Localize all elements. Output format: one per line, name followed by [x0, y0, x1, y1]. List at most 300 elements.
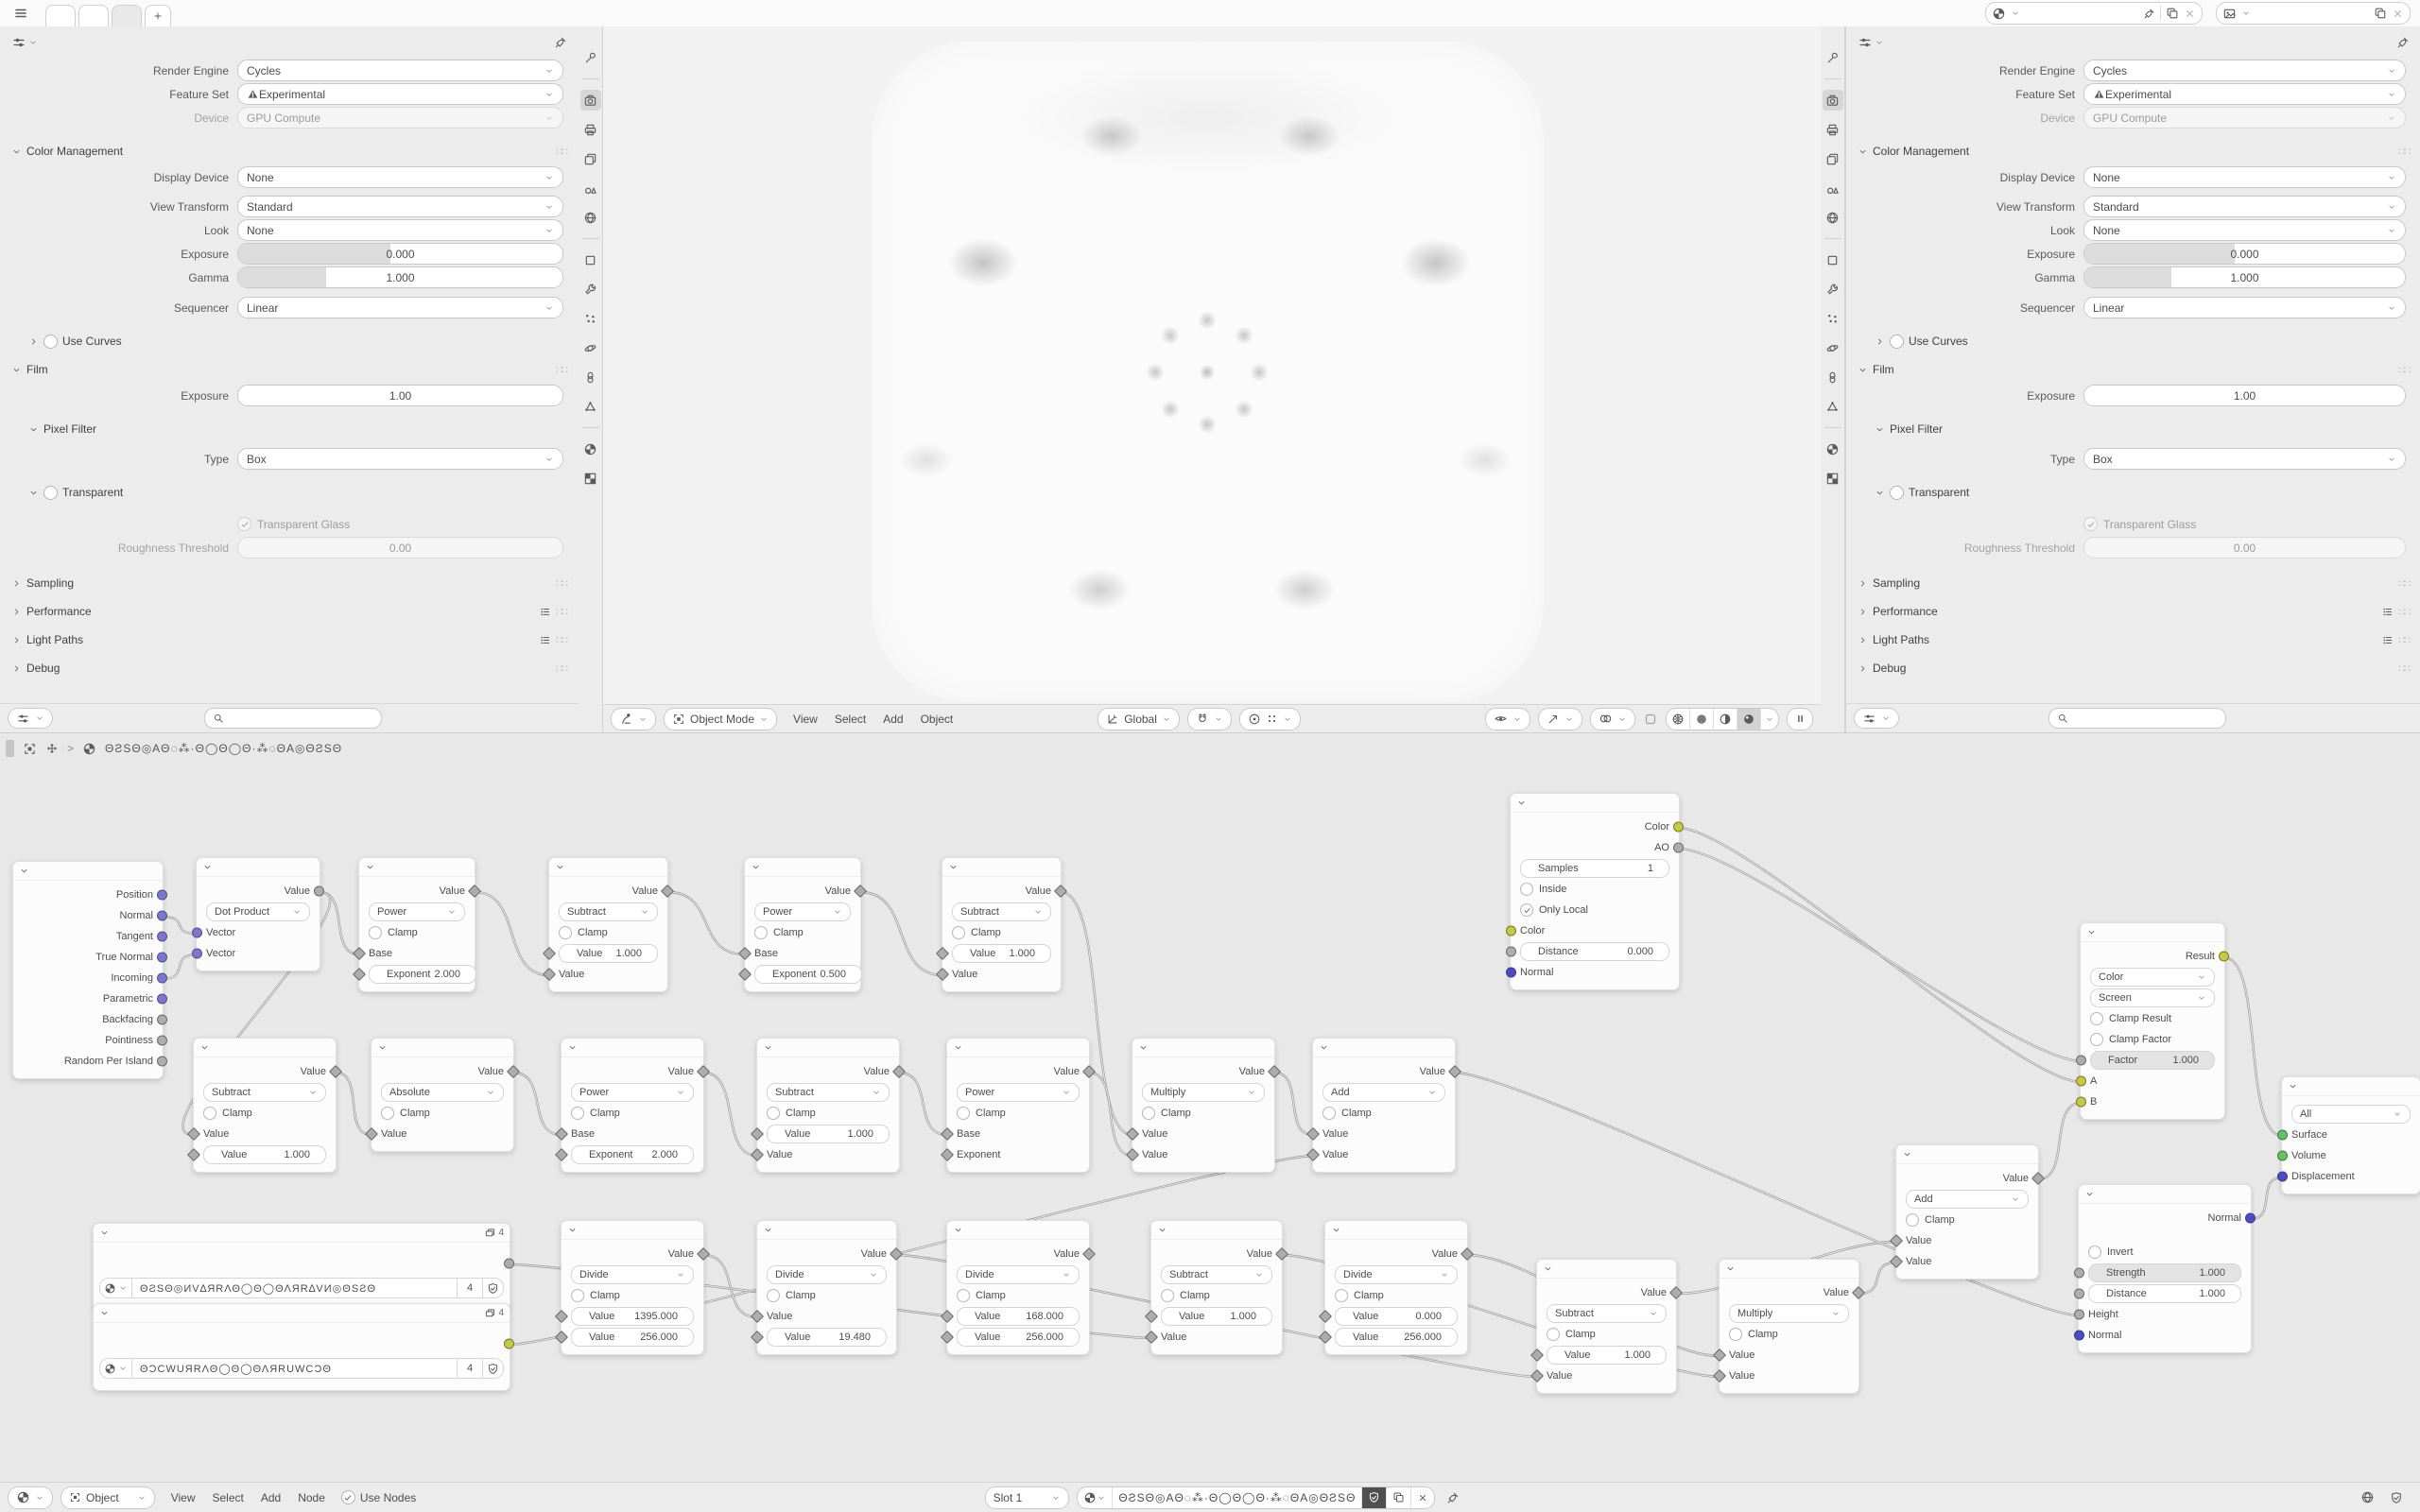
copy-datablock-button[interactable]: [1387, 1487, 1411, 1508]
output-socket-value[interactable]: [697, 1247, 710, 1261]
section-checkbox[interactable]: [1890, 335, 1904, 349]
snap-dropdown[interactable]: [1187, 708, 1232, 730]
input-socket-value[interactable]: [1890, 1255, 1903, 1268]
input-socket-vector[interactable]: [192, 949, 202, 959]
editor-type-button[interactable]: [8, 708, 53, 729]
input-socket-value[interactable]: [941, 1331, 954, 1344]
pause-render-button[interactable]: [1787, 708, 1813, 730]
node-dropdown[interactable]: Power: [369, 902, 465, 921]
search-input[interactable]: [2048, 708, 2226, 729]
checkbox-transparent-glass[interactable]: Transparent Glass: [237, 517, 350, 531]
output-socket-value[interactable]: [661, 885, 674, 898]
toggle-section-use-curves[interactable]: Use Curves: [1846, 327, 2420, 355]
node-dropdown[interactable]: Subtract: [1161, 1265, 1272, 1284]
node-math-subtract[interactable]: Value Subtract Clamp Value 1.000 Value: [756, 1038, 900, 1173]
globe-icon[interactable]: [2360, 1490, 2375, 1504]
section-checkbox[interactable]: [43, 486, 58, 500]
dropdown-feature-set[interactable]: Experimental: [237, 83, 563, 105]
fake-user-shield-button[interactable]: [1362, 1487, 1387, 1508]
node-number-field-strength[interactable]: Strength 1.000: [2088, 1263, 2241, 1282]
node-dropdown[interactable]: Power: [957, 1083, 1080, 1102]
dropdown-feature-set[interactable]: Experimental: [2083, 83, 2406, 105]
node-dropdown[interactable]: Screen: [2090, 988, 2215, 1007]
output-socket-value[interactable]: [1268, 1065, 1281, 1078]
dropdown-view-transform[interactable]: Standard: [237, 196, 563, 217]
node-number-field-value[interactable]: Value 1.000: [767, 1125, 890, 1143]
shading-wireframe[interactable]: [1667, 709, 1690, 730]
input-socket-value[interactable]: [1126, 1127, 1139, 1141]
node-checkbox-clamp-result[interactable]: Clamp Result: [2081, 1008, 2224, 1029]
node-math-divide[interactable]: Value Divide Clamp Value 168.000 Value 256.000: [946, 1220, 1090, 1355]
scrollbar-stub[interactable]: [6, 740, 14, 757]
properties-tab-object[interactable]: [1823, 249, 1843, 270]
input-socket-displacement[interactable]: [2277, 1172, 2288, 1182]
input-socket-color[interactable]: [1506, 926, 1516, 936]
node-dropdown[interactable]: Multiply: [1142, 1083, 1265, 1102]
output-socket-value[interactable]: [1669, 1286, 1683, 1299]
node-checkbox-clamp[interactable]: Clamp: [947, 1285, 1089, 1306]
node-checkbox-clamp-factor[interactable]: Clamp Factor: [2081, 1029, 2224, 1050]
datablock-name[interactable]: ΘƧSΘ◎ИV∆ЯRΛΘ◯Θ◯ΘΛЯR∆VИ◎ΘSƧΘ: [132, 1278, 458, 1298]
input-socket-value[interactable]: [1530, 1369, 1544, 1383]
input-socket-value[interactable]: [555, 1310, 568, 1323]
output-socket-value[interactable]: [1461, 1247, 1474, 1261]
menu-add[interactable]: Add: [260, 1490, 282, 1504]
output-socket-ao[interactable]: [1673, 843, 1684, 853]
dropdown-type[interactable]: Box: [2083, 448, 2406, 470]
pin-icon[interactable]: [1446, 1491, 1460, 1504]
node-math-subtract[interactable]: Value Subtract Clamp Value 1.000 Value: [942, 857, 1062, 992]
node-math-power[interactable]: Value Power Clamp Base Exponent 2.000: [358, 857, 475, 992]
node-checkbox-clamp[interactable]: Clamp: [947, 1103, 1089, 1124]
output-socket-true normal[interactable]: [157, 953, 167, 963]
dropdown-view-transform[interactable]: Standard: [2083, 196, 2406, 217]
slider-exposure[interactable]: 0.000: [2083, 243, 2406, 265]
node-number-field-value[interactable]: Value 168.000: [957, 1307, 1080, 1326]
node-checkbox-clamp[interactable]: Clamp: [1151, 1285, 1282, 1306]
mode-dropdown[interactable]: Object Mode: [664, 708, 777, 730]
node-number-field-distance[interactable]: Distance 1.000: [2088, 1284, 2241, 1303]
properties-tab-particles[interactable]: [1823, 308, 1843, 329]
datablock-name-field[interactable]: [2025, 6, 2138, 21]
input-socket-value[interactable]: [1319, 1331, 1332, 1344]
field-exposure[interactable]: 1.00: [2083, 385, 2406, 406]
properties-tab-material[interactable]: [580, 438, 601, 459]
node-math-subtract[interactable]: Value Subtract Clamp Value Value 1.000: [193, 1038, 337, 1173]
node-checkbox-clamp[interactable]: Clamp: [1720, 1324, 1858, 1345]
slot-dropdown[interactable]: [985, 1486, 1070, 1509]
checkbox[interactable]: [2083, 517, 2098, 531]
input-socket-exponent[interactable]: [555, 1148, 568, 1161]
output-socket-random per island[interactable]: [157, 1057, 167, 1067]
input-socket-value[interactable]: [751, 1127, 764, 1141]
node-checkbox-clamp[interactable]: Clamp: [372, 1103, 513, 1124]
node-number-field-factor[interactable]: Factor 1.000: [2090, 1051, 2215, 1070]
output-socket-normal[interactable]: [157, 911, 167, 921]
slider-gamma[interactable]: 1.000: [237, 266, 563, 288]
section-debug[interactable]: Debug ∷∷: [1846, 654, 2420, 682]
output-socket-value[interactable]: [1852, 1286, 1865, 1299]
section-sampling[interactable]: Sampling ∷∷: [1846, 569, 2420, 597]
node-number-field-value[interactable]: Value 1.000: [1161, 1307, 1272, 1326]
input-socket-value[interactable]: [543, 968, 556, 981]
material-id-selector[interactable]: [1985, 2, 2203, 25]
input-socket-value[interactable]: [751, 1331, 764, 1344]
section-film[interactable]: Film ∷∷: [0, 355, 579, 384]
properties-tab-world[interactable]: [580, 207, 601, 228]
properties-tab-scene[interactable]: [580, 178, 601, 198]
output-socket[interactable]: [504, 1259, 514, 1269]
viewport-3d[interactable]: [603, 26, 1821, 704]
xray-toggle[interactable]: [1643, 712, 1658, 727]
node-dropdown[interactable]: Power: [754, 902, 851, 921]
node-math-power[interactable]: Value Power Clamp Base Exponent: [946, 1038, 1090, 1173]
node-geometry[interactable]: Position Normal Tangent True Normal Incoming Parametric Backfacing Pointiness Random Per Island: [12, 861, 164, 1079]
input-socket-normal[interactable]: [2074, 1331, 2084, 1341]
menu-view[interactable]: View: [793, 712, 818, 726]
input-socket-base[interactable]: [555, 1127, 568, 1141]
output-socket-value[interactable]: [1082, 1247, 1096, 1261]
node-checkbox-clamp[interactable]: Clamp: [1537, 1324, 1676, 1345]
section-light-paths[interactable]: Light Paths ∷∷: [1846, 626, 2420, 654]
fake-user-shield-button[interactable]: [483, 1358, 504, 1379]
use-nodes-checkbox[interactable]: [341, 1490, 416, 1504]
output-socket-value[interactable]: [2031, 1172, 2045, 1185]
node-number-field-value[interactable]: Value 256.000: [571, 1328, 694, 1347]
properties-tab-physics[interactable]: [580, 337, 601, 358]
dropdown-display-device[interactable]: None: [2083, 166, 2406, 188]
node-dropdown[interactable]: Subtract: [767, 1083, 890, 1102]
node-number-field-value[interactable]: Value 1.000: [559, 944, 658, 963]
material-preview-dropdown[interactable]: [1078, 1487, 1113, 1508]
output-socket-tangent[interactable]: [157, 932, 167, 942]
menu-view[interactable]: View: [170, 1490, 196, 1504]
input-socket-strength[interactable]: [2074, 1268, 2084, 1279]
node-checkbox-clamp[interactable]: Clamp: [745, 922, 860, 943]
properties-tab-constraint[interactable]: [580, 367, 601, 387]
node-number-field-value[interactable]: Value 0.000: [1335, 1307, 1458, 1326]
section-performance[interactable]: Performance ∷∷: [0, 597, 579, 626]
properties-tab-render[interactable]: [1823, 90, 1843, 111]
input-socket-b[interactable]: [2076, 1097, 2086, 1108]
properties-tab-material[interactable]: [1823, 438, 1843, 459]
properties-tab-viewlayer[interactable]: [1823, 148, 1843, 169]
node-dropdown[interactable]: Add: [1322, 1083, 1445, 1102]
node-number-field-value[interactable]: Value 1.000: [952, 944, 1051, 963]
node-mix-color[interactable]: Result Color Screen Clamp Result Clamp Factor Factor 1.000 A B: [2080, 922, 2225, 1120]
node-number-field-value[interactable]: Value 1.000: [203, 1145, 326, 1164]
node-math-add[interactable]: Value Add Clamp Value Value: [1312, 1038, 1456, 1173]
input-socket-factor[interactable]: [2076, 1056, 2086, 1066]
image-preview-dropdown[interactable]: [99, 1358, 132, 1379]
input-socket-value[interactable]: [936, 947, 949, 960]
node-material-output[interactable]: All Surface Volume Displacement: [2281, 1076, 2420, 1194]
fake-user-shield-button[interactable]: [483, 1278, 504, 1298]
properties-tab-physics[interactable]: [1823, 337, 1843, 358]
output-socket-pointiness[interactable]: [157, 1036, 167, 1046]
node-number-field-samples[interactable]: Samples 1: [1520, 859, 1669, 878]
output-socket-normal[interactable]: [2245, 1213, 2256, 1224]
editor-type-button[interactable]: [611, 708, 656, 730]
node-checkbox-clamp[interactable]: Clamp: [549, 922, 667, 943]
hamburger-menu-icon[interactable]: [13, 6, 28, 21]
gizmo-dropdown[interactable]: [1538, 708, 1582, 730]
node-dropdown[interactable]: Power: [571, 1083, 694, 1102]
node-dropdown[interactable]: Divide: [571, 1265, 694, 1284]
node-checkbox-clamp[interactable]: Clamp: [1313, 1103, 1455, 1124]
overlays-dropdown[interactable]: [1590, 708, 1635, 730]
input-socket-value[interactable]: [1126, 1148, 1139, 1161]
material-name-field[interactable]: ΘƧSΘ◎AΘ◌⁂·Θ◯Θ◯Θ·⁂◌ΘA◎ΘƧSΘ: [1113, 1487, 1362, 1508]
input-socket-value[interactable]: [751, 1148, 764, 1161]
properties-tab-tool[interactable]: [580, 47, 601, 68]
node-checkbox-clamp[interactable]: Clamp: [359, 922, 475, 943]
input-socket-distance[interactable]: [1506, 947, 1516, 957]
search-input[interactable]: [204, 708, 382, 729]
rendered-object[interactable]: [872, 42, 1544, 702]
node-dropdown[interactable]: Subtract: [203, 1083, 326, 1102]
properties-tab-viewlayer[interactable]: [580, 148, 601, 169]
node-math-add[interactable]: Value Add Clamp Value Value: [1895, 1144, 2039, 1280]
node-dropdown[interactable]: Divide: [1335, 1265, 1458, 1284]
dropdown-display-device[interactable]: None: [237, 166, 563, 188]
node-dropdown[interactable]: Add: [1906, 1190, 2029, 1209]
tab[interactable]: [112, 5, 142, 26]
input-socket-volume[interactable]: [2277, 1151, 2288, 1161]
tab[interactable]: [78, 5, 109, 26]
properties-tab-data[interactable]: [580, 396, 601, 417]
section-sampling[interactable]: Sampling ∷∷: [0, 569, 579, 597]
output-socket-value[interactable]: [1082, 1065, 1096, 1078]
datablock-name[interactable]: ΘƆϹWUЯRΛΘ◯Θ◯ΘΛЯRUWϹƆΘ: [132, 1358, 458, 1379]
input-socket-value[interactable]: [1145, 1310, 1158, 1323]
input-socket-value[interactable]: [751, 1310, 764, 1323]
slider-exposure[interactable]: 0.000: [237, 243, 563, 265]
section-film[interactable]: Film ∷∷: [1846, 355, 2420, 384]
dropdown-render-engine[interactable]: Cycles: [237, 60, 563, 81]
subsection-pixel-filter[interactable]: Pixel Filter: [1846, 415, 2420, 443]
input-socket-distance[interactable]: [2074, 1289, 2084, 1299]
dropdown-device[interactable]: GPU Compute: [237, 107, 563, 129]
node-checkbox-inside[interactable]: Inside: [1511, 879, 1679, 900]
output-socket-value[interactable]: [892, 1065, 906, 1078]
input-socket-exponent[interactable]: [738, 968, 752, 981]
input-socket-value[interactable]: [187, 1127, 200, 1141]
input-socket-value[interactable]: [941, 1310, 954, 1323]
input-socket-value[interactable]: [543, 947, 556, 960]
node-dropdown[interactable]: Divide: [957, 1265, 1080, 1284]
node-number-field-value[interactable]: Value 1.000: [1547, 1346, 1667, 1365]
node-dropdown[interactable]: Dot Product: [206, 902, 310, 921]
properties-tab-texture[interactable]: [580, 468, 601, 489]
node-vector-math-dot-product[interactable]: Value Dot Product Vector Vector: [196, 857, 320, 971]
menu-add[interactable]: Add: [883, 712, 904, 726]
section-checkbox[interactable]: [1890, 486, 1904, 500]
input-socket-value[interactable]: [1890, 1234, 1903, 1247]
output-socket-color[interactable]: [1673, 822, 1684, 833]
node-checkbox-clamp[interactable]: Clamp: [757, 1103, 899, 1124]
node-checkbox-clamp[interactable]: Clamp: [942, 922, 1061, 943]
properties-tab-render[interactable]: [580, 90, 601, 111]
input-socket-base[interactable]: [738, 947, 752, 960]
tab[interactable]: [45, 5, 76, 26]
node-number-field-value[interactable]: Value 256.000: [1335, 1328, 1458, 1347]
output-socket[interactable]: [504, 1339, 514, 1349]
node-dropdown[interactable]: Subtract: [952, 902, 1051, 921]
node-bump[interactable]: Normal Invert Strength 1.000 Distance 1.000 Height Normal: [2078, 1184, 2252, 1353]
input-socket-value[interactable]: [1713, 1369, 1726, 1383]
node-ambient-occlusion[interactable]: Color AO Samples 1 Inside Only Local Color Distance 0.000 Normal: [1510, 793, 1680, 990]
section-color-management[interactable]: Color Management ∷∷: [1846, 137, 2420, 165]
node-math-absolute[interactable]: Value Absolute Clamp Value: [371, 1038, 514, 1152]
transform-orientation-dropdown[interactable]: Global: [1098, 708, 1180, 730]
node-number-field-value[interactable]: Value 1395.000: [571, 1307, 694, 1326]
properties-tab-modifier[interactable]: [1823, 279, 1843, 300]
node-math-power[interactable]: Value Power Clamp Base Exponent 0.500: [744, 857, 861, 992]
toggle-section-transparent[interactable]: Transparent: [1846, 478, 2420, 507]
node-number-field-exponent[interactable]: Exponent 2.000: [571, 1145, 694, 1164]
node-dropdown[interactable]: Divide: [767, 1265, 887, 1284]
unlink-button[interactable]: [1411, 1487, 1434, 1508]
node-image-datablock[interactable]: 4 ΘƆϹWUЯRΛΘ◯Θ◯ΘΛЯRUWϹƆΘ 4: [93, 1303, 510, 1391]
slider-gamma[interactable]: 1.000: [2083, 266, 2406, 288]
node-number-field-value[interactable]: Value 19.480: [767, 1328, 887, 1347]
shading-rendered[interactable]: [1737, 709, 1761, 730]
section-color-management[interactable]: Color Management ∷∷: [0, 137, 579, 165]
shading-material-preview[interactable]: [1714, 709, 1737, 730]
field-roughness-threshold[interactable]: 0.00: [237, 537, 563, 558]
input-socket-normal[interactable]: [1506, 968, 1516, 978]
toggle-section-transparent[interactable]: Transparent: [0, 478, 579, 507]
editor-type-button[interactable]: [1854, 708, 1899, 729]
node-number-field-value[interactable]: Value 256.000: [957, 1328, 1080, 1347]
image-preview-dropdown[interactable]: [99, 1278, 132, 1298]
node-math-multiply[interactable]: Value Multiply Clamp Value Value: [1719, 1259, 1859, 1394]
input-socket-value[interactable]: [936, 968, 949, 981]
input-socket-exponent[interactable]: [941, 1148, 954, 1161]
section-light-paths[interactable]: Light Paths ∷∷: [0, 626, 579, 654]
node-math-power[interactable]: Value Power Clamp Base Exponent 2.000: [561, 1038, 704, 1173]
menu-select[interactable]: Select: [212, 1490, 244, 1504]
node-dropdown[interactable]: Subtract: [559, 902, 658, 921]
input-socket-value[interactable]: [1306, 1127, 1320, 1141]
properties-tab-texture[interactable]: [1823, 468, 1843, 489]
output-socket-value[interactable]: [314, 886, 324, 897]
output-socket-value[interactable]: [697, 1065, 710, 1078]
properties-tab-particles[interactable]: [580, 308, 601, 329]
input-socket-value[interactable]: [187, 1148, 200, 1161]
node-math-divide[interactable]: Value Divide Clamp Value Value 19.480: [756, 1220, 897, 1355]
node-checkbox-clamp[interactable]: Clamp: [1896, 1210, 2038, 1230]
new-tab-button[interactable]: [145, 5, 171, 26]
input-socket-exponent[interactable]: [353, 968, 366, 981]
node-checkbox-clamp[interactable]: Clamp: [562, 1285, 703, 1306]
node-dropdown[interactable]: Multiply: [1729, 1304, 1849, 1323]
toggle-section-use-curves[interactable]: Use Curves: [0, 327, 579, 355]
output-socket-backfacing[interactable]: [157, 1015, 167, 1025]
menu-select[interactable]: Select: [834, 712, 867, 726]
node-dropdown[interactable]: All: [2291, 1105, 2411, 1124]
input-socket-value[interactable]: [365, 1127, 378, 1141]
output-socket-value[interactable]: [1448, 1065, 1461, 1078]
properties-tab-world[interactable]: [1823, 207, 1843, 228]
node-number-field-distance[interactable]: Distance 0.000: [1520, 942, 1669, 961]
node-math-subtract[interactable]: Value Subtract Clamp Value 1.000 Value: [548, 857, 668, 992]
output-socket-incoming[interactable]: [157, 973, 167, 984]
editor-type-button[interactable]: [1858, 35, 1884, 50]
node-checkbox-clamp[interactable]: Clamp: [1132, 1103, 1274, 1124]
input-socket-base[interactable]: [941, 1127, 954, 1141]
shield-icon[interactable]: [2390, 1491, 2403, 1504]
properties-tab-constraint[interactable]: [1823, 367, 1843, 387]
properties-tab-scene[interactable]: [1823, 178, 1843, 198]
input-socket-value[interactable]: [1530, 1349, 1544, 1362]
output-socket-value[interactable]: [854, 885, 867, 898]
node-math-subtract[interactable]: Value Subtract Clamp Value 1.000 Value: [1150, 1220, 1283, 1355]
output-socket-position[interactable]: [157, 890, 167, 901]
node-math-subtract[interactable]: Value Subtract Clamp Value 1.000 Value: [1536, 1259, 1677, 1394]
proportional-editing-dropdown[interactable]: [1239, 708, 1301, 730]
dropdown-sequencer[interactable]: Linear: [237, 297, 563, 318]
properties-tab-tool[interactable]: [1823, 47, 1843, 68]
field-exposure[interactable]: 1.00: [237, 385, 563, 406]
node-dropdown[interactable]: Subtract: [1547, 1304, 1667, 1323]
output-socket-value[interactable]: [507, 1065, 520, 1078]
node-number-field-exponent[interactable]: Exponent 2.000: [369, 965, 476, 984]
dropdown-look[interactable]: None: [2083, 219, 2406, 241]
output-socket-result[interactable]: [2219, 952, 2229, 962]
output-socket-value[interactable]: [329, 1065, 342, 1078]
properties-tab-modifier[interactable]: [580, 279, 601, 300]
properties-tab-data[interactable]: [1823, 396, 1843, 417]
output-socket-value[interactable]: [1054, 885, 1067, 898]
properties-tab-object[interactable]: [580, 249, 601, 270]
input-socket-value[interactable]: [1713, 1349, 1726, 1362]
input-socket-vector[interactable]: [192, 928, 202, 938]
input-socket-height[interactable]: [2074, 1310, 2084, 1320]
node-math-divide[interactable]: Value Divide Clamp Value 1395.000 Value 256.000: [561, 1220, 704, 1355]
node-math-divide[interactable]: Value Divide Clamp Value 0.000 Value 256.000: [1324, 1220, 1468, 1355]
properties-tab-output[interactable]: [580, 119, 601, 140]
input-socket-base[interactable]: [353, 947, 366, 960]
image-id-selector[interactable]: [2216, 2, 2411, 25]
dropdown-type[interactable]: Box: [237, 448, 563, 470]
section-performance[interactable]: Performance ∷∷: [1846, 597, 2420, 626]
shader-node-editor[interactable]: [0, 732, 2420, 1483]
node-dropdown[interactable]: Absolute: [381, 1083, 504, 1102]
output-socket-value[interactable]: [468, 885, 481, 898]
section-debug[interactable]: Debug ∷∷: [0, 654, 579, 682]
output-socket-value[interactable]: [1275, 1247, 1288, 1261]
input-socket-surface[interactable]: [2277, 1130, 2288, 1141]
node-image-datablock[interactable]: 4 ΘƧSΘ◎ИV∆ЯRΛΘ◯Θ◯ΘΛЯR∆VИ◎ΘSƧΘ 4: [93, 1223, 510, 1311]
shader-type-dropdown[interactable]: [60, 1486, 155, 1509]
properties-tab-output[interactable]: [1823, 119, 1843, 140]
node-math-multiply[interactable]: Value Multiply Clamp Value Value: [1132, 1038, 1275, 1173]
section-checkbox[interactable]: [43, 335, 58, 349]
subsection-pixel-filter[interactable]: Pixel Filter: [0, 415, 579, 443]
editor-type-button[interactable]: [11, 35, 38, 50]
input-socket-value[interactable]: [1145, 1331, 1158, 1344]
node-checkbox-only-local[interactable]: Only Local: [1511, 900, 1679, 920]
checkbox[interactable]: [237, 517, 251, 531]
field-roughness-threshold[interactable]: 0.00: [2083, 537, 2406, 558]
node-checkbox-clamp[interactable]: Clamp: [757, 1285, 896, 1306]
node-dropdown[interactable]: Color: [2090, 968, 2215, 987]
input-socket-a[interactable]: [2076, 1076, 2086, 1087]
dropdown-sequencer[interactable]: Linear: [2083, 297, 2406, 318]
input-socket-value[interactable]: [555, 1331, 568, 1344]
